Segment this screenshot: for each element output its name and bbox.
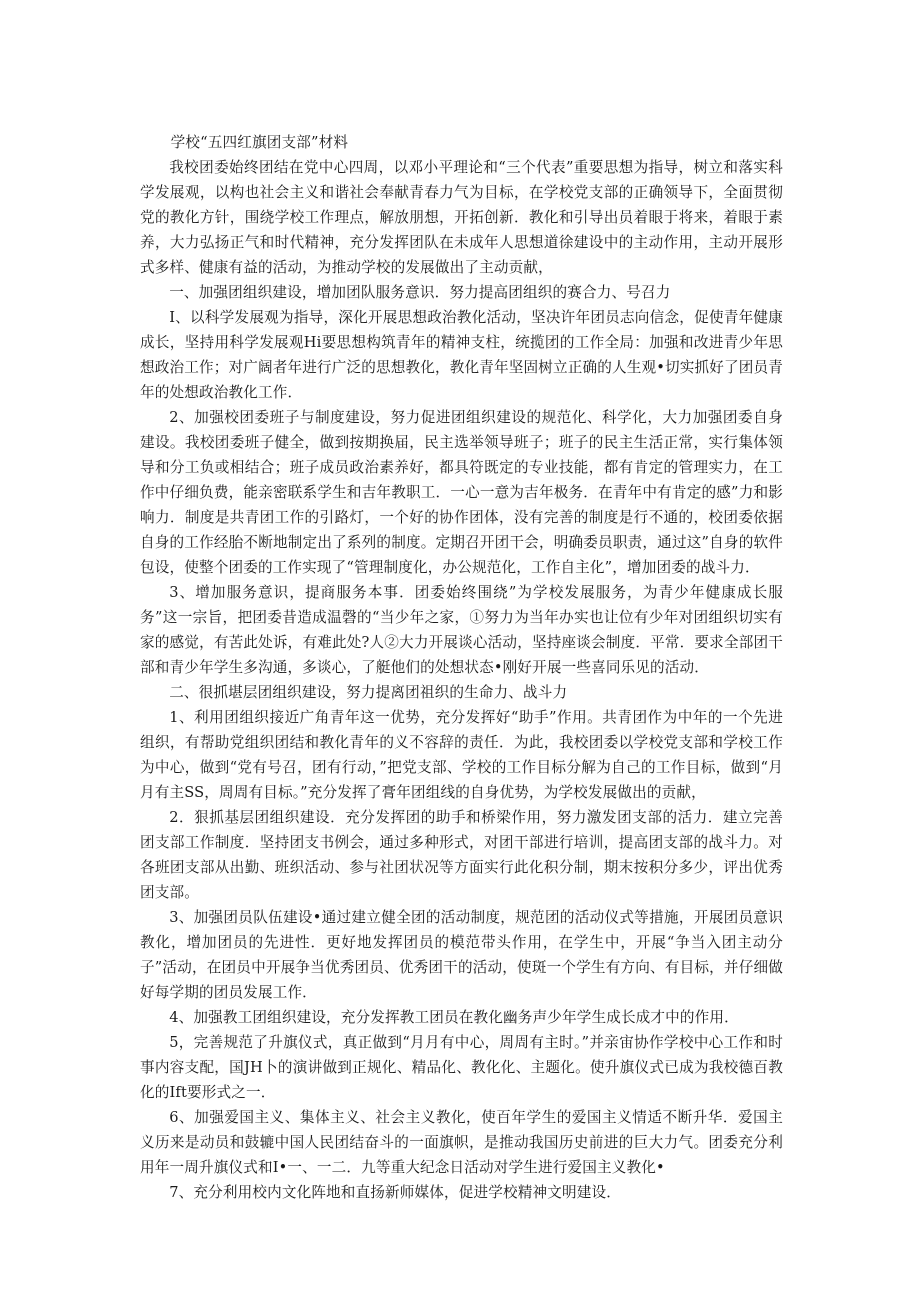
- document-page: [140, 130, 783, 1205]
- paragraph-2-2: 2．狠抓基层团组织建设．充分发挥团的助手和桥梁作用，努力激发团支部的活力．建立完善团支部工作制度．坚持团支书例会，通过多种形式，对团干部进行培训，提高团支部的战斗力。对各班团支部从出勤、班织活动、参与社团状况等方面实行此化积分制，期末按积分多少，评出优秀团支部。: [140, 809, 783, 901]
- paragraph-2-5: 5，完善规范了升旗仪式，真正做到“月月有中心，周周有主时。”并亲宙协作学校中心工作和时事内容支配，国JH卜的演讲做到正规化、精品化、教化化、主题化。使升旗仪式已成为我校德百教化的Ift要形式之一．: [140, 1034, 783, 1101]
- paragraph-2-7: 7、充分利用校内文化阵地和直扬新师媒体，促进学校精神文明建设．: [169, 1184, 621, 1201]
- paragraph-2-4: 4、加强教工团组织建设，充分发挥教工团员在教化幽务声少年学生成长成才中的作用．: [169, 1009, 739, 1026]
- paragraph-1-3: 3、增加服务意识，提商服务本事．团委始终围绕”为学校发展服务，为青少年健康成长服务”这一宗旨，把团委昔造成温磬的“当少年之家，①努力为当年办实也让位有少年对团组织切实有家的感觉，有苦此处诉，有难此处?人②大力开展谈心活动，坚持座谈会制度．平常．要求全部团干部和青少年学生多沟通，多谈心，了艇他们的处想状态•刚好开展一些喜同乐见的活动．: [140, 584, 783, 676]
- paragraph-2-1: 1、利用团组织接近广角青年这一优势，充分发挥好“助手”作用。共青团作为中年的一个先进组织，有帮助党组织团结和教化青年的义不容辞的责任．为此，我校团委以学校党支部和学校工作为中心，做到“党有号召，团有行动，”把党支部、学校的工作目标分解为自己的工作目标，做到“月月有主SS，周周有目标。”充分发挥了膏年团组线的自身优势，为学校发展做出的贡献，: [140, 709, 783, 801]
- paragraph-2-3: 3、加强团员队伍建设•通过建立健全团的活动制度，规范团的活动仪式等措施，开展团员意识教化，增加团员的先进性．更好地发挥团员的模范带头作用，在学生中，开展“争当入团主动分子”活动，在团员中开展争当优秀团员、优秀团干的活动，使斑一个学生有方向、有目标，并仔细做好每学期的团员发展工作．: [140, 909, 783, 1001]
- document-title: 学校“五四红旗团支部”材料: [170, 134, 349, 151]
- paragraph-2-6: 6、加强爱国主义、集体主义、社会主义教化，使百年学生的爱国主义情适不断升华．爱国主义历来是动员和鼓辘中国人民团结奋斗的一面旗帜，是推动我国历史前进的巨大力气。团委充分利用年一周升旗仪式和I•一、一二．九等重大纪念日活动对学生进行爱国主义教化•: [140, 1109, 783, 1176]
- section-heading-1: 一、加强团组织建设，增加团队服务意识．努力提高团组织的赛合力、号召力: [169, 284, 671, 301]
- paragraph-1-2: 2、加强校团委班子与制度建设，努力促进团组织建设的规范化、科学化，大力加强团委自身建设。我校团委班子健全，做到按期换届，民主选举领导班子；班子的民主生活正常，实行集体领导和分工负或相结合；班子成员政治素养好，都具符既定的专业技能，都有肯定的管理实力，在工作中仔细负费，能亲密联系学生和吉年教职工．一心一意为吉年极务．在青年中有肯定的感”力和影响力．制度是共青团工作的引路灯，一个好的协作团体，没有完善的制度是行不通的，校团委依据自身的工作经胎不断地制定出了系列的制度。定期召开团干会，明确委员职责，通过这”自身的软件包设，使整个团委的工作实现了“管理制度化，办公规范化，工作自主化”，增加团委的战斗力．: [140, 409, 783, 576]
- paragraph-1-1: I、以科学发展观为指导，深化开展思想政治教化活动，坚决许年团员志向信念，促使青年健康成长，坚持用科学发展观Hi要思想构筑青年的精神支柱，统揽团的工作全局：加强和改进青少年思想政治工作；对广阔者年进行广泛的思想教化，教化青年坚固树立正确的人生观•切实抓好了团员青年的处想政治教化工作．: [140, 309, 783, 401]
- paragraph-intro: 我校团委始终团结在党中心四周，以邓小平理论和“三个代表”重要思想为指导，树立和落实科学发展观，以构也社会主义和谐社会奉献青春力气为目标，在学校党支部的正确领导下，全面贯彻党的教化方针，围绕学校工作理点，解放朋想，开拓创新．教化和引导出员着眼于将来，着眼于素养，大力弘扬正气和时代精神，充分发挥团队在未成年人思想道徐建设中的主动作用，主动开展形式多样、健康有益的活动，为推动学校的发展做出了主动贡献，: [140, 159, 783, 276]
- section-heading-2: 二、很抓堪层团组织建设，努力提离团祖织的生命力、战斗力: [169, 684, 568, 701]
